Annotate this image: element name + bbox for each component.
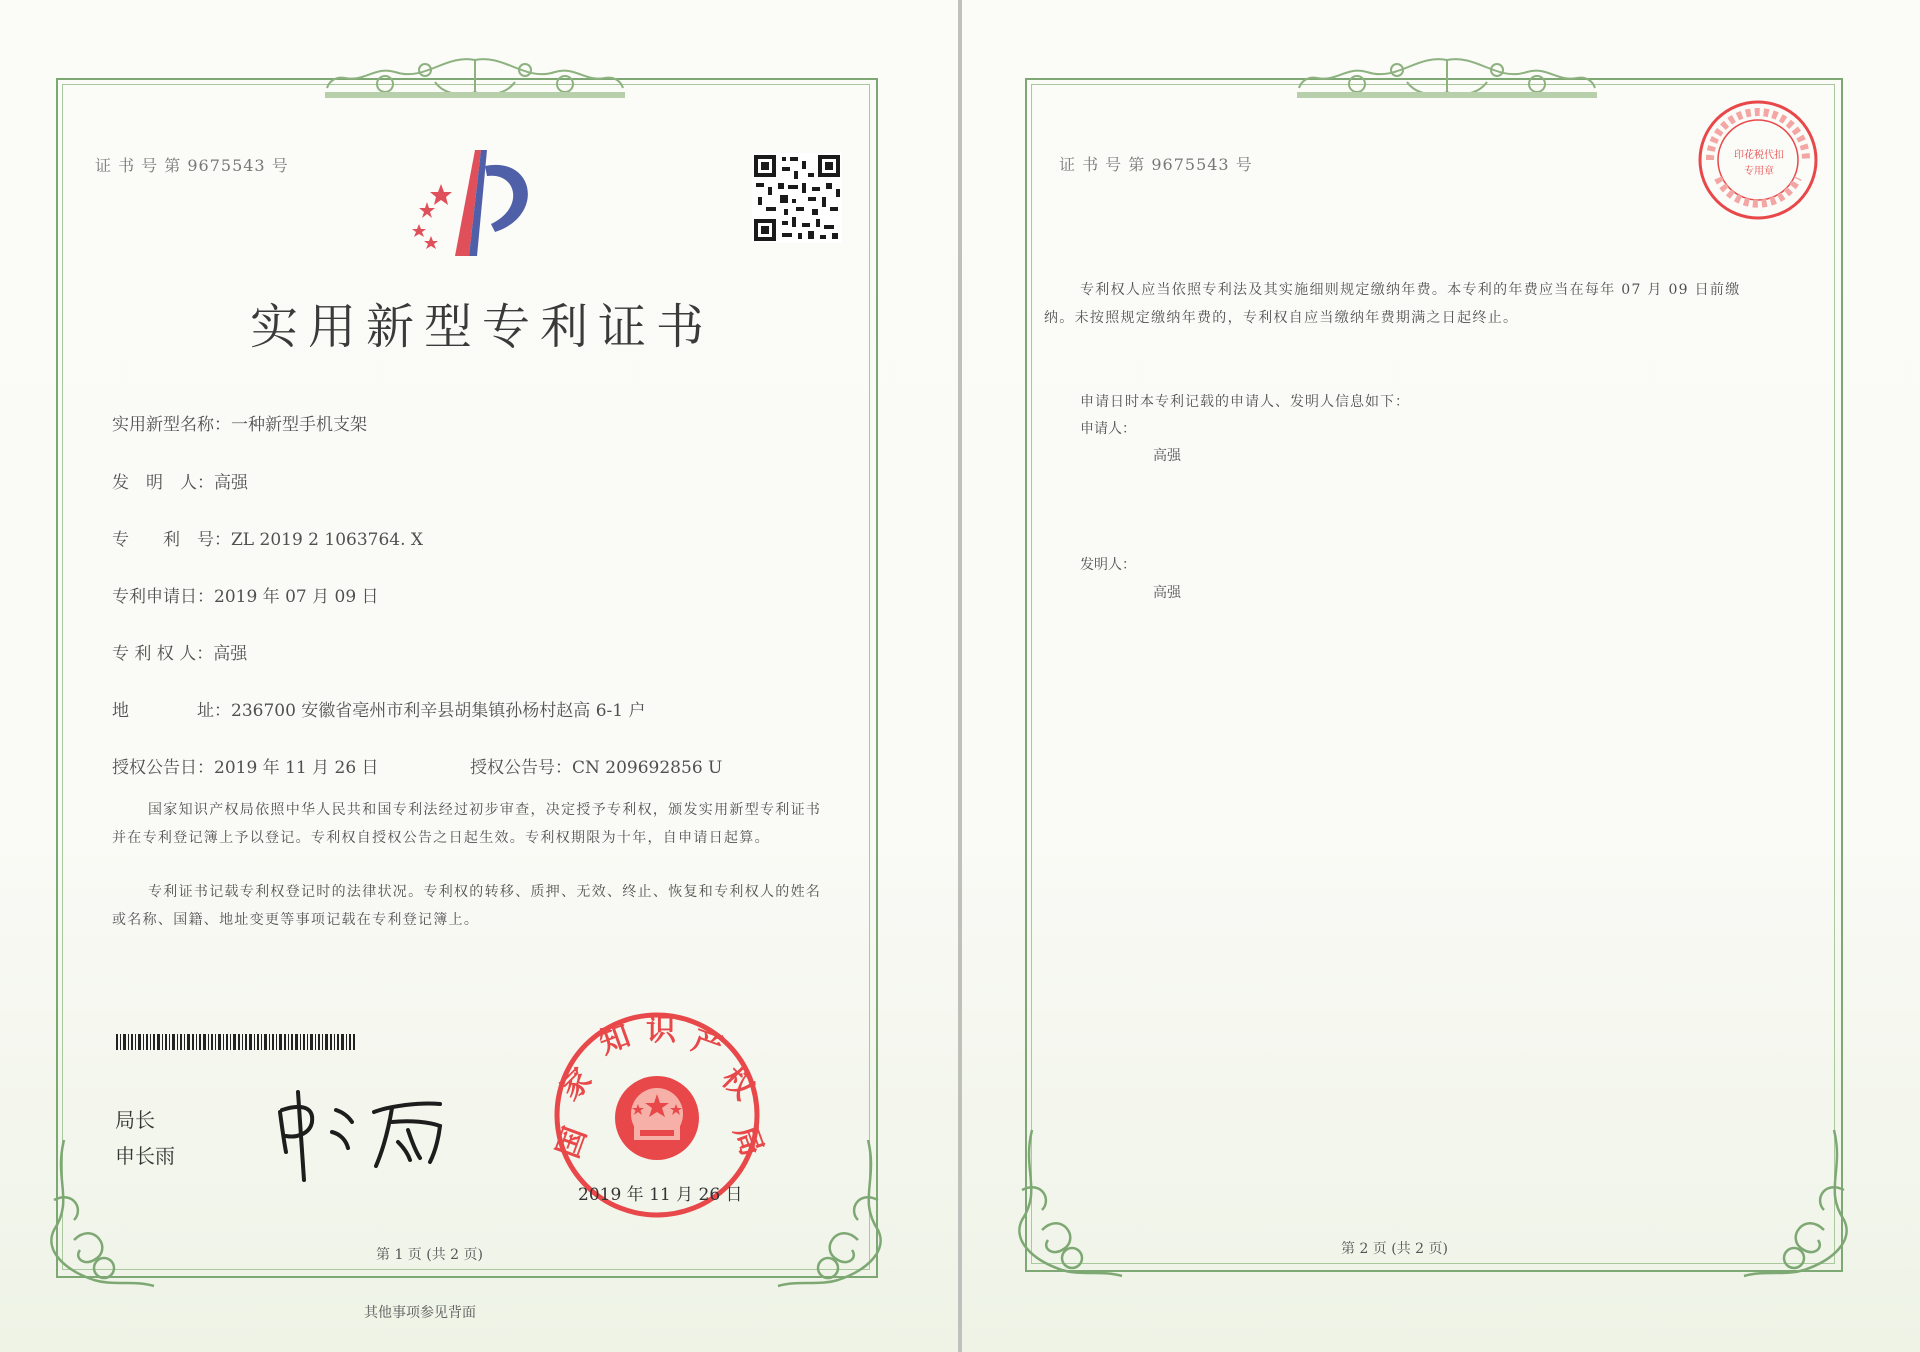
field-inventor: 发 明 人：高强 [112,473,248,493]
field-address: 地 址：236700 安徽省亳州市利辛县胡集镇孙杨村赵高 6-1 户 [112,701,646,721]
certificate-number: 证 书 号 第 9675543 号 [1059,155,1253,174]
corner-ornament-right [768,1140,888,1290]
signer-name: 申长雨 [115,1144,175,1168]
field-grant-date: 授权公告日：2019 年 11 月 26 日 [112,758,379,778]
certificate-number: 证 书 号 第 9675543 号 [95,156,289,175]
barcode-icon [116,1034,356,1050]
field-application-date: 专利申请日：2019 年 07 月 09 日 [112,587,379,607]
certificate-page-2 [962,0,1920,1352]
top-ornament [1297,52,1597,100]
field-grant-number: 授权公告号：CN 209692856 U [470,758,723,778]
page-border-inner [1031,84,1835,1264]
qr-code-icon [752,153,842,243]
svg-text:国: 国 [550,1122,594,1163]
svg-text:产: 产 [687,1022,728,1066]
back-note: 其他事项参见背面 [364,1305,476,1321]
patent-office-logo-icon [395,146,545,256]
signer-title: 局长 [115,1108,155,1132]
field-utility-model-name: 实用新型名称：一种新型手机支架 [112,415,367,435]
info-intro: 申请日时本专利记载的申请人、发明人信息如下： [1080,394,1410,410]
svg-text:家: 家 [552,1061,599,1108]
svg-text:权: 权 [714,1060,761,1107]
grant-statement: 国家知识产权局依照中华人民共和国专利法经过初步审查，决定授予专利权，颁发实用新型专利证书并在专利登记簿上予以登记。专利权自授权公告之日起生效。专利权期限为十年，自申请日起算。 [112,802,822,846]
page-number: 第 1 页 (共 2 页) [376,1247,483,1263]
seal-date: 2019 年 11 月 26 日 [578,1185,743,1205]
corner-ornament-right [1734,1130,1854,1280]
top-ornament [325,52,625,100]
applicant-name: 高强 [1153,448,1181,464]
handwritten-signature [270,1082,470,1182]
page-number: 第 2 页 (共 2 页) [1341,1241,1448,1257]
inventor-label: 发明人： [1080,557,1136,573]
tax-stamp-text: 印花税代扣专用章 [1734,150,1784,177]
corner-ornament-left [1012,1130,1132,1280]
applicant-label: 申请人： [1080,421,1136,437]
certificate-title: 实用新型专利证书 [250,299,715,355]
field-patent-number: 专 利 号：ZL 2019 2 1063764. X [112,530,424,550]
annual-fee-notice: 专利权人应当依照专利法及其实施细则规定缴纳年费。本专利的年费应当在每年 07 月 09 日前缴纳。未按照规定缴纳年费的，专利权自应当缴纳年费期满之日起终止。 [1044,282,1741,326]
field-patentee: 专 利 权 人：高强 [112,644,248,664]
svg-text:局: 局 [726,1120,770,1161]
inventor-name: 高强 [1153,585,1181,601]
svg-text:知: 知 [594,1018,635,1062]
certificate-page-1 [0,0,958,1352]
svg-text:识: 识 [646,1013,676,1048]
legal-status-statement: 专利证书记载专利权登记时的法律状况。专利权的转移、质押、无效、终止、恢复和专利权人的姓名或名称、国籍、地址变更等事项记载在专利登记簿上。 [112,884,822,928]
